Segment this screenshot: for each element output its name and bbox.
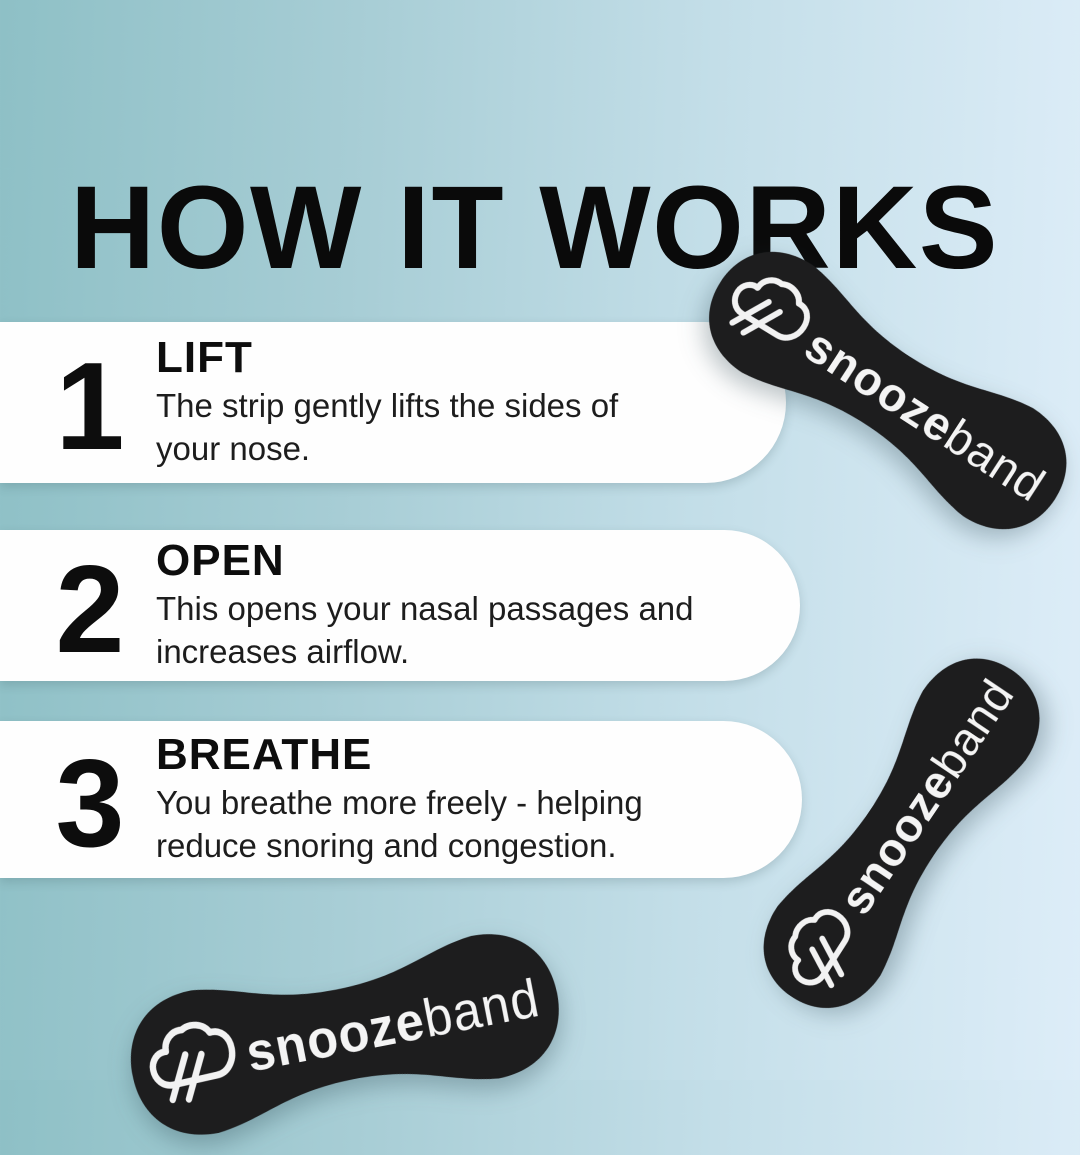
step-number: 3 [55,734,125,873]
step-panel-lift [0,322,786,483]
brand-band: band [418,968,545,1050]
step-number: 1 [55,337,125,476]
brand-snooze: snooze [241,990,430,1085]
step-heading: OPEN [156,535,285,585]
brand-band: band [921,669,1024,787]
brand-snooze: snooze [795,317,965,454]
product-strip-bottom-left [109,915,581,1155]
page-title: HOW IT WORKS [70,162,1000,295]
step-description: The strip gently lifts the sides of your nose. [156,387,619,468]
step-heading: BREATHE [156,729,373,779]
snoozeband-strip-graphic [109,915,581,1155]
step-text-block [156,537,756,674]
step-heading: LIFT [156,332,253,382]
step-text-block [156,334,661,471]
step-text-block [156,731,701,868]
brand-snooze: snooze [829,757,965,924]
brand-band: band [935,408,1056,513]
step-description: This opens your nasal passages and increases airflow. [156,590,694,671]
step-number: 2 [55,540,125,679]
step-panel-open [0,530,800,681]
step-description: You breathe more freely - helping reduce snoring and congestion. [156,784,643,865]
step-panel-breathe [0,721,802,878]
